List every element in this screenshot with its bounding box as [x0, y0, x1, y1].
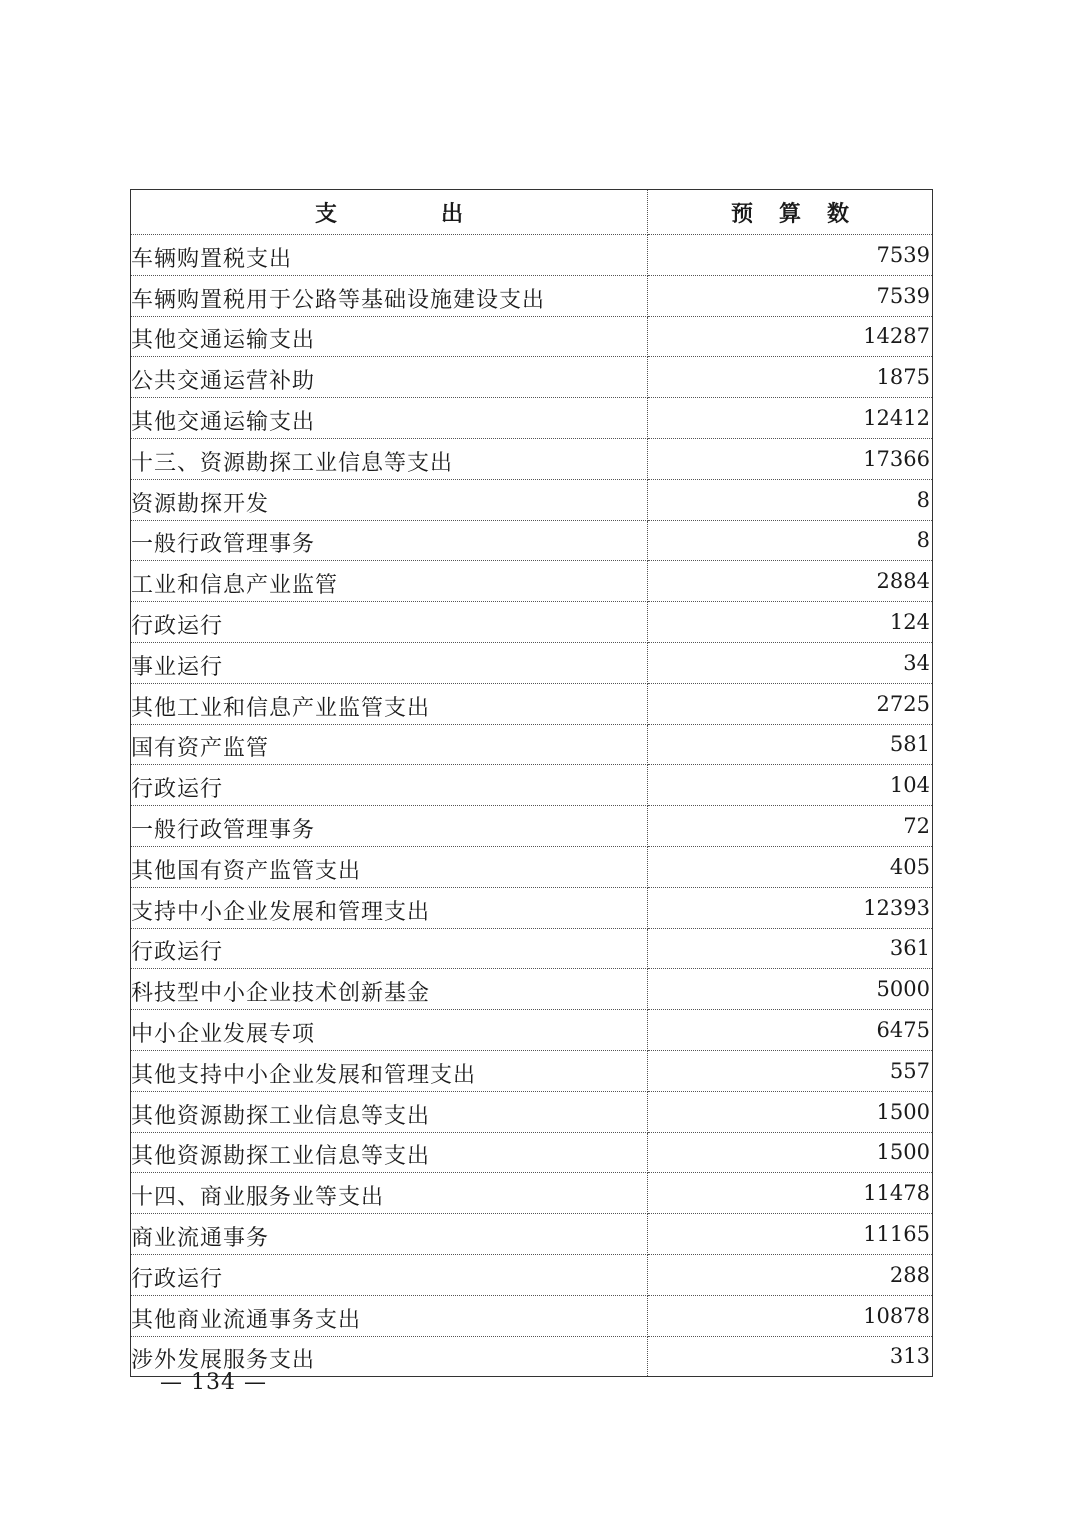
row-item-name: 科技型中小企业技术创新基金 [131, 969, 648, 1010]
row-item-name: 车辆购置税用于公路等基础设施建设支出 [131, 275, 648, 316]
row-budget-value: 288 [648, 1254, 933, 1295]
row-item-name: 行政运行 [131, 602, 648, 643]
row-item-name: 支持中小企业发展和管理支出 [131, 887, 648, 928]
row-item-name: 公共交通运营补助 [131, 357, 648, 398]
row-budget-value: 11165 [648, 1214, 933, 1255]
row-budget-value: 405 [648, 846, 933, 887]
table-row [131, 765, 933, 806]
row-budget-value: 104 [648, 765, 933, 806]
row-item-name: 车辆购置税支出 [131, 235, 648, 276]
row-item-name: 其他国有资产监管支出 [131, 846, 648, 887]
row-item-name: 行政运行 [131, 765, 648, 806]
row-item-name: 行政运行 [131, 928, 648, 969]
row-budget-value: 2884 [648, 561, 933, 602]
table-row [131, 1010, 933, 1051]
table-row [131, 1214, 933, 1255]
row-item-name: 其他支持中小企业发展和管理支出 [131, 1050, 648, 1091]
row-budget-value: 313 [889, 1344, 930, 1369]
row-budget-value: 8 [648, 479, 933, 520]
row-budget-value: 12412 [648, 398, 933, 439]
row-item-name: 涉外发展服务支出 [131, 1336, 648, 1377]
table-row [131, 438, 933, 479]
row-budget-value: 17366 [648, 438, 933, 479]
row-budget-value: 14287 [648, 316, 933, 357]
row-item-name: 一般行政管理事务 [131, 806, 648, 847]
table-row [131, 1173, 933, 1214]
table-row [131, 969, 933, 1010]
table-row [131, 520, 933, 561]
table-row [131, 1132, 933, 1173]
table-row [131, 235, 933, 276]
table-row [131, 275, 933, 316]
row-item-name: 十三、资源勘探工业信息等支出 [131, 438, 648, 479]
row-budget-value: 361 [648, 928, 933, 969]
row-item-name: 其他商业流通事务支出 [131, 1295, 648, 1336]
row-item-name: 事业运行 [131, 642, 648, 683]
row-budget-value: 1500 [648, 1132, 933, 1173]
row-budget-value: 72 [648, 806, 933, 847]
table-row [131, 1091, 933, 1132]
row-item-name: 中小企业发展专项 [131, 1010, 648, 1051]
row-item-name: 商业流通事务 [131, 1214, 648, 1255]
row-budget-value: 7539 [648, 275, 933, 316]
row-budget-value: 11478 [648, 1173, 933, 1214]
row-budget-value: 1500 [648, 1091, 933, 1132]
budget-table [130, 189, 933, 1377]
row-budget-value: 7539 [648, 235, 933, 276]
page-number: — 134 — [160, 1370, 267, 1395]
row-budget-value: 1875 [648, 357, 933, 398]
table-row [131, 928, 933, 969]
table-header-row [131, 190, 933, 235]
table-row [131, 398, 933, 439]
row-item-name: 其他交通运输支出 [131, 316, 648, 357]
table-row [131, 479, 933, 520]
header-expenditure: 支出 [131, 190, 648, 235]
table-row [131, 806, 933, 847]
row-budget-value: 6475 [648, 1010, 933, 1051]
row-budget-value: 10878 [648, 1295, 933, 1336]
row-budget-value: 124 [648, 602, 933, 643]
table-row [131, 724, 933, 765]
table-row [131, 561, 933, 602]
row-budget-value: 12393 [648, 887, 933, 928]
header-budget-amount: 预算数 [648, 190, 933, 235]
table-row [131, 642, 933, 683]
row-budget-value: 581 [648, 724, 933, 765]
table-row [131, 887, 933, 928]
row-item-name: 其他工业和信息产业监管支出 [131, 683, 648, 724]
table-row [131, 357, 933, 398]
table-body [131, 235, 933, 1377]
row-item-name: 一般行政管理事务 [131, 520, 648, 561]
table-row [131, 602, 933, 643]
row-budget-value: 34 [648, 642, 933, 683]
row-item-name: 资源勘探开发 [131, 479, 648, 520]
row-item-name: 行政运行 [131, 1254, 648, 1295]
row-item-name: 其他资源勘探工业信息等支出 [131, 1091, 648, 1132]
table-row [131, 1254, 933, 1295]
row-budget-value: 5000 [648, 969, 933, 1010]
row-budget-value: 8 [648, 520, 933, 561]
table-row [131, 1295, 933, 1336]
row-item-name: 十四、商业服务业等支出 [131, 1173, 648, 1214]
row-budget-value: 557 [648, 1050, 933, 1091]
row-item-name: 其他交通运输支出 [131, 398, 648, 439]
table-row [131, 316, 933, 357]
table-row [131, 1050, 933, 1091]
row-item-name: 工业和信息产业监管 [131, 561, 648, 602]
row-item-name: 国有资产监管 [131, 724, 648, 765]
row-budget-value: 2725 [648, 683, 933, 724]
table-row [131, 846, 933, 887]
table-row [131, 683, 933, 724]
row-item-name: 其他资源勘探工业信息等支出 [131, 1132, 648, 1173]
